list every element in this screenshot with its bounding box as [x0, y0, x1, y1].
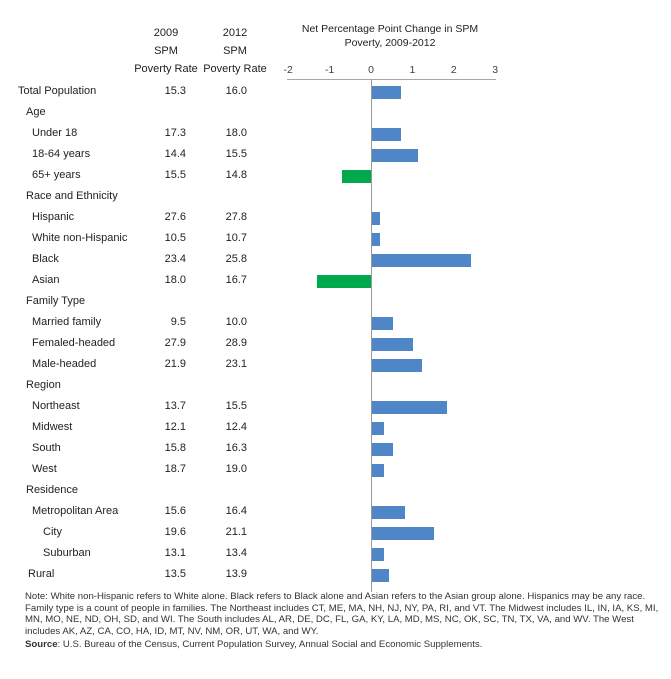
value-2009: 19.6: [164, 526, 186, 538]
row-label: Total Population: [18, 85, 97, 97]
row-label: Suburban: [43, 547, 91, 559]
row-label: Northeast: [32, 400, 80, 412]
value-2012: 19.0: [225, 463, 247, 475]
x-tick-label: 2: [450, 64, 457, 76]
value-2012: 18.0: [225, 127, 247, 139]
table-row: [0, 438, 671, 459]
value-2012: 25.8: [225, 253, 247, 265]
value-2009: 10.5: [164, 232, 186, 244]
change-bar: [372, 254, 471, 267]
row-label: Midwest: [32, 421, 73, 433]
change-bar: [372, 422, 384, 435]
value-2012: 14.8: [225, 169, 247, 181]
value-2012: 16.3: [225, 442, 247, 454]
change-bar: [372, 149, 418, 162]
table-row: [0, 165, 671, 186]
change-bar: [372, 527, 434, 540]
value-2012: 15.5: [225, 148, 247, 160]
column-header-2009-line1: 2009: [153, 27, 179, 39]
value-2012: 12.4: [225, 421, 247, 433]
x-axis: [0, 62, 671, 78]
table-row: [0, 543, 671, 564]
value-2012: 21.1: [225, 526, 247, 538]
value-2012: 27.8: [225, 211, 247, 223]
table-row: [0, 501, 671, 522]
value-2009: 21.9: [164, 358, 186, 370]
value-2009: 15.3: [164, 85, 186, 97]
row-label: Rural: [28, 568, 55, 580]
table-row: [0, 291, 671, 312]
note-text: Note: White non-Hispanic refers to White alone. Black refers to Black alone and Asian refers to the Asian group alone. Hispanics may be any race. Family type is a count of people in families. The Northeast includes CT, ME, MA, NH, NJ, NY, PA, RI, and VT. The Midwest includes IL, IN, IA, KS, MI, MN, MO, NE, ND, OH, SD, and WI. The South includes AL, AR, DE, DC, FL, GA, KY, LA, MD, MS, NC, OK, SC, TN, TX, VA, and WV. The West includes AK, AZ, CA, CO, HA, ID, MT, NV, NM, OR, UT, WA, and WY.: [25, 591, 659, 637]
x-tick-label: 3: [492, 64, 499, 76]
table-row: [0, 333, 671, 354]
value-2012: 10.0: [225, 316, 247, 328]
table-row: [0, 81, 671, 102]
row-label: West: [32, 463, 57, 475]
table-row: [0, 354, 671, 375]
change-bar: [317, 275, 371, 288]
change-bar: [372, 548, 384, 561]
change-bar: [372, 464, 384, 477]
row-label: Male-headed: [32, 358, 97, 370]
table-row: [0, 186, 671, 207]
value-2012: 13.9: [225, 568, 247, 580]
x-tick-label: 1: [409, 64, 416, 76]
value-2012: 28.9: [225, 337, 247, 349]
value-2009: 18.7: [164, 463, 186, 475]
change-bar: [372, 212, 380, 225]
row-label: Under 18: [32, 127, 78, 139]
row-label: 18-64 years: [32, 148, 91, 160]
x-tick-label: -2: [283, 64, 293, 76]
row-label: Region: [26, 379, 61, 391]
value-2009: 15.8: [164, 442, 186, 454]
row-label: Family Type: [26, 295, 86, 307]
value-2009: 15.6: [164, 505, 186, 517]
value-2009: 13.1: [164, 547, 186, 559]
column-header-2009-line2: SPM: [154, 45, 178, 57]
row-label: Married family: [32, 316, 102, 328]
value-2009: 9.5: [170, 316, 186, 328]
row-label: Race and Ethnicity: [26, 190, 118, 202]
footnotes: [25, 591, 670, 651]
value-2009: 14.4: [164, 148, 186, 160]
change-bar: [372, 359, 422, 372]
source-body: : U.S. Bureau of the Census, Current Population Survey, Annual Social and Economic Supplements.: [57, 639, 483, 651]
change-bar: [372, 233, 380, 246]
column-header-2012-line3: Poverty Rate: [203, 63, 267, 75]
table-row: [0, 312, 671, 333]
table-row: [0, 522, 671, 543]
table-row: [0, 564, 671, 585]
value-2009: 13.7: [164, 400, 186, 412]
value-2012: 15.5: [225, 400, 247, 412]
value-2009: 15.5: [164, 169, 186, 181]
table-row: [0, 270, 671, 291]
change-bar: [372, 506, 405, 519]
value-2012: 10.7: [225, 232, 247, 244]
row-label: White non-Hispanic: [32, 232, 128, 244]
row-label: Hispanic: [32, 211, 75, 223]
column-header-2009-line3: Poverty Rate: [134, 63, 198, 75]
value-2009: 27.6: [164, 211, 186, 223]
row-label: Asian: [32, 274, 60, 286]
change-bar: [342, 170, 371, 183]
column-header-2012-line1: 2012: [222, 27, 248, 39]
change-bar: [372, 317, 393, 330]
value-2012: 16.7: [225, 274, 247, 286]
table-row: [0, 417, 671, 438]
row-label: Black: [32, 253, 59, 265]
value-2012: 16.4: [225, 505, 247, 517]
x-tick-label: -1: [324, 64, 335, 76]
value-2012: 16.0: [225, 85, 247, 97]
row-label: Age: [26, 106, 46, 118]
value-2009: 12.1: [164, 421, 186, 433]
x-axis-line: [287, 79, 496, 80]
value-2012: 23.1: [225, 358, 247, 370]
table-row: [0, 396, 671, 417]
chart-title-line1: Net Percentage Point Change in SPM: [301, 23, 479, 35]
table-row: [0, 228, 671, 249]
value-2012: 13.4: [225, 547, 247, 559]
chart-title: [283, 22, 497, 50]
value-2009: 27.9: [164, 337, 186, 349]
row-label: Metropolitan Area: [32, 505, 119, 517]
change-bar: [372, 569, 389, 582]
value-2009: 13.5: [164, 568, 186, 580]
value-2009: 17.3: [164, 127, 186, 139]
x-tick-label: 0: [368, 64, 374, 76]
row-label: 65+ years: [32, 169, 81, 181]
change-bar: [372, 338, 413, 351]
change-bar: [372, 443, 393, 456]
table-row: [0, 249, 671, 270]
table-row: [0, 144, 671, 165]
change-bar: [372, 401, 447, 414]
table-row: [0, 123, 671, 144]
source-label: Source: [25, 639, 58, 651]
row-label: South: [32, 442, 61, 454]
value-2009: 18.0: [164, 274, 186, 286]
table-row: [0, 102, 671, 123]
table-row: [0, 459, 671, 480]
source-text: [25, 639, 670, 651]
row-label: Femaled-headed: [32, 337, 116, 349]
chart-title-line2: Poverty, 2009-2012: [344, 37, 436, 49]
value-2009: 23.4: [164, 253, 186, 265]
table-row: [0, 207, 671, 228]
table-row: [0, 480, 671, 501]
table-row: [0, 375, 671, 396]
rows: [0, 81, 671, 585]
change-bar: [372, 86, 401, 99]
change-bar: [372, 128, 401, 141]
row-label: City: [43, 526, 62, 538]
column-header-2012-line2: SPM: [223, 45, 247, 57]
row-label: Residence: [26, 484, 78, 496]
